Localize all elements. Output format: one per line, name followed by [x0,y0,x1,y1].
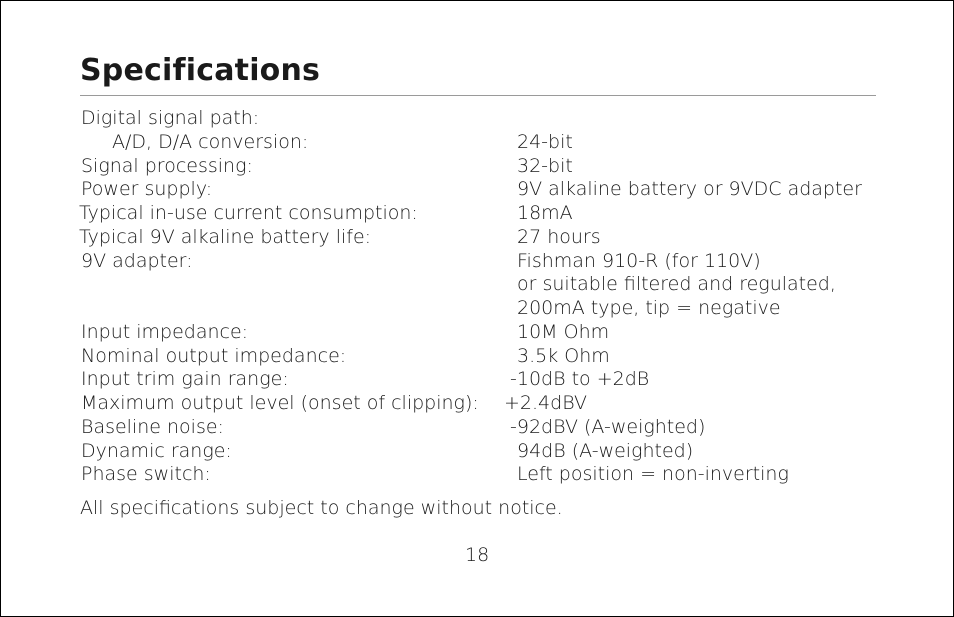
spec-value-current-consumption: 18mA [517,202,573,224]
spec-label-9v-adapter: 9V adapter: [81,250,193,272]
spec-value-max-output-level: +2.4dBV [504,392,588,414]
title-divider [80,95,876,96]
spec-label-output-impedance: Nominal output impedance: [81,345,347,367]
spec-value-power-supply: 9V alkaline battery or 9VDC adapter [517,178,862,200]
spec-value-output-impedance: 3.5k Ohm [517,345,610,367]
page-number: 18 [465,544,490,566]
spec-label-phase-switch: Phase switch: [81,463,211,485]
spec-value-trim-gain-range: -10dB to +2dB [510,368,650,390]
disclaimer-note: All specifications subject to change without notice. [80,497,563,519]
spec-value-input-impedance: 10M Ohm [517,321,610,343]
page-title: Specifications [80,53,321,88]
spec-label-battery-life: Typical 9V alkaline battery life: [79,226,372,248]
spec-value-9v-adapter-line-3: 200mA type, tip = negative [517,297,781,319]
spec-label-power-supply: Power supply: [81,178,213,200]
spec-label-dynamic-range: Dynamic range: [81,440,232,462]
spec-value-phase-switch: Left position = non-inverting [517,463,789,485]
spec-label-ad-da-conversion: A/D, D/A conversion: [112,131,309,153]
spec-value-baseline-noise: -92dBV (A-weighted) [510,416,706,438]
spec-label-trim-gain-range: Input trim gain range: [81,368,289,390]
spec-value-9v-adapter-line-2: or suitable filtered and regulated, [517,273,836,295]
spec-label-signal-processing: Signal processing: [81,155,253,177]
spec-label-input-impedance: Input impedance: [81,321,249,343]
spec-label-current-consumption: Typical in-use current consumption: [79,202,418,224]
spec-value-signal-processing: 32-bit [517,155,573,177]
spec-label-digital-signal-path: Digital signal path: [81,107,260,129]
spec-value-battery-life: 27 hours [517,226,601,248]
spec-value-9v-adapter: Fishman 910-R (for 110V) [517,250,761,272]
spec-label-baseline-noise: Baseline noise: [81,416,224,438]
spec-label-max-output-level: Maximum output level (onset of clipping): [81,392,479,414]
spec-value-ad-da-conversion: 24-bit [517,131,573,153]
spec-value-dynamic-range: 94dB (A-weighted) [517,440,694,462]
